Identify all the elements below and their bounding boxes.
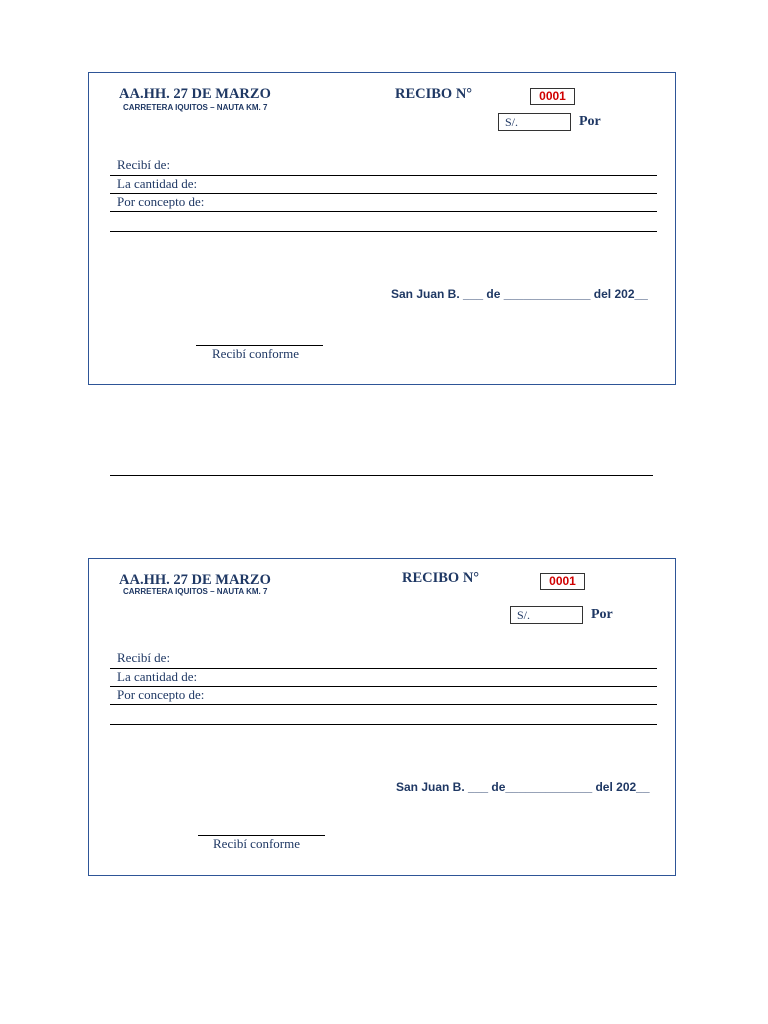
concept-label: Por concepto de: <box>117 687 205 702</box>
receipt-number: 0001 <box>540 573 585 590</box>
amount-text-label: La cantidad de: <box>117 669 198 684</box>
receipt-bottom <box>88 558 676 876</box>
org-name: AA.HH. 27 DE MARZO <box>119 572 271 588</box>
concept-line-2[interactable] <box>110 231 657 232</box>
concept-label: Por concepto de: <box>117 194 205 209</box>
amount-field[interactable]: S/. <box>510 606 583 624</box>
receipt-title: RECIBO N° <box>402 570 480 586</box>
por-label: Por <box>579 114 601 129</box>
concept-line[interactable] <box>110 211 657 212</box>
amount-text-label: La cantidad de: <box>117 176 198 191</box>
org-address: CARRETERA IQUITOS – NAUTA KM. 7 <box>123 587 268 596</box>
org-name: AA.HH. 27 DE MARZO <box>119 86 271 102</box>
cut-line <box>110 475 653 476</box>
signature-label: Recibí conforme <box>212 346 299 361</box>
date-line: San Juan B. ___ de_____________ del 202__ <box>396 780 650 794</box>
date-line: San Juan B. ___ de _____________ del 202__ <box>391 287 648 301</box>
por-label: Por <box>591 607 613 622</box>
signature-label: Recibí conforme <box>213 836 300 851</box>
received-from-label: Recibí de: <box>117 650 171 665</box>
concept-line[interactable] <box>110 704 657 705</box>
receipt-top <box>88 72 676 385</box>
amount-field[interactable]: S/. <box>498 113 571 131</box>
receipt-number: 0001 <box>530 88 575 105</box>
receipt-title: RECIBO N° <box>395 86 473 102</box>
concept-line-2[interactable] <box>110 724 657 725</box>
org-address: CARRETERA IQUITOS – NAUTA KM. 7 <box>123 103 268 112</box>
received-from-label: Recibí de: <box>117 157 171 172</box>
